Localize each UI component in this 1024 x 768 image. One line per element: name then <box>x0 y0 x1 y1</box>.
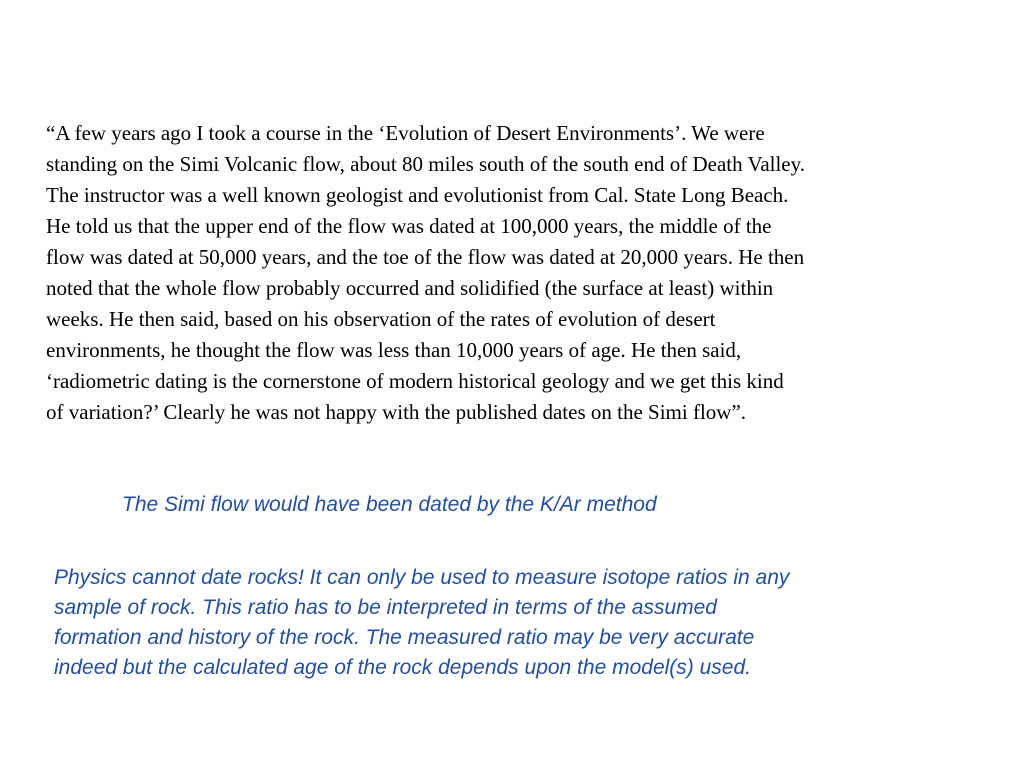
physics-note-line: Physics cannot date rocks! It can only be used to measure isotope ratios in any <box>54 566 790 589</box>
physics-note <box>54 563 994 683</box>
quote-line: environments, he thought the flow was less than 10,000 years of age. He then said, <box>46 338 742 362</box>
geologist-quote <box>46 118 986 428</box>
quote-line: of variation?’ Clearly he was not happy with the published dates on the Simi flow”. <box>46 400 747 424</box>
physics-note-line: formation and history of the rock. The measured ratio may be very accurate <box>54 626 755 649</box>
quote-line: standing on the Simi Volcanic flow, about 80 miles south of the south end of Death Valley. <box>46 152 806 176</box>
quote-line: flow was dated at 50,000 years, and the toe of the flow was dated at 20,000 years. He then <box>46 245 805 269</box>
physics-note-line: sample of rock. This ratio has to be interpreted in terms of the assumed <box>54 596 717 619</box>
physics-note-line: indeed but the calculated age of the rock depends upon the model(s) used. <box>54 656 751 679</box>
quote-line: weeks. He then said, based on his observation of the rates of evolution of desert <box>46 307 716 331</box>
quote-line: He told us that the upper end of the flow was dated at 100,000 years, the middle of the <box>46 214 772 238</box>
kar-method-note: The Simi flow would have been dated by the K/Ar method <box>122 493 657 516</box>
quote-line: The instructor was a well known geologist and evolutionist from Cal. State Long Beach. <box>46 183 789 207</box>
quote-line: “A few years ago I took a course in the ‘Evolution of Desert Environments’. We were <box>46 121 765 145</box>
quote-line: ‘radiometric dating is the cornerstone of modern historical geology and we get this kind <box>46 369 784 393</box>
quote-line: noted that the whole flow probably occurred and solidified (the surface at least) within <box>46 276 774 300</box>
